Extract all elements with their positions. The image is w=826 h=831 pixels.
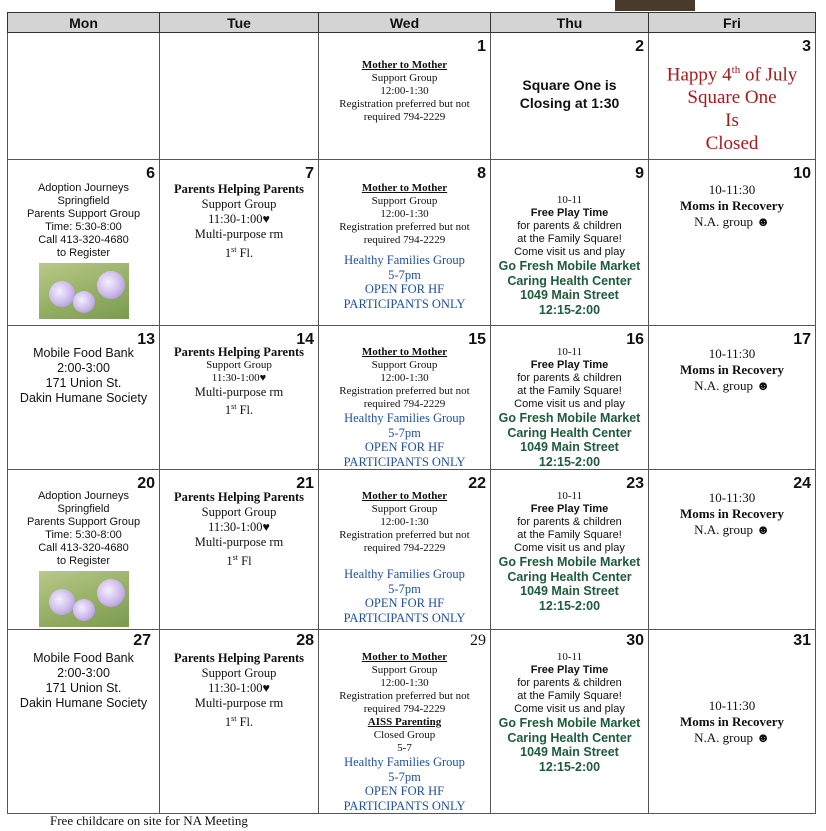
event-text: N.A. group ☻: [694, 214, 770, 229]
event-text: PARTICIPANTS ONLY: [343, 610, 466, 625]
day-number: 3: [802, 38, 811, 55]
event-title: Moms in Recovery: [680, 198, 784, 213]
event-time: 2:00-3:00: [57, 361, 110, 375]
closing-notice: Closing at 1:30: [519, 95, 620, 111]
event-text: Registration preferred but not: [339, 221, 470, 233]
event-time: 2:00-3:00: [57, 666, 110, 680]
day-cell: [491, 630, 649, 814]
event-time: 11:30-1:00♥: [208, 212, 270, 226]
day-number: 7: [305, 165, 314, 182]
week-row: [8, 33, 816, 160]
day-cell: [649, 630, 816, 814]
event-location: Multi-purpose rm: [194, 385, 284, 399]
calendar-grid: [7, 12, 816, 814]
day-cell: [491, 33, 649, 160]
day-header-mon: Mon: [8, 13, 160, 33]
day-number: 14: [296, 331, 314, 348]
event-text: Come visit us and play: [514, 398, 625, 410]
day-number: 10: [793, 165, 811, 182]
event-title: Go Fresh Mobile Market: [498, 716, 641, 730]
event-text: for parents & children: [517, 220, 622, 232]
day-cell: [319, 630, 491, 814]
event-text: PARTICIPANTS ONLY: [343, 798, 466, 813]
corner-photo-strip: [615, 0, 695, 11]
day-number: 20: [137, 475, 155, 492]
event-title: Go Fresh Mobile Market: [498, 259, 641, 273]
day-number: 2: [635, 38, 644, 55]
event-title: Parents Helping Parents: [173, 345, 305, 359]
day-cell: [8, 326, 160, 470]
event-text: for parents & children: [517, 372, 622, 384]
event-time: 10-11: [556, 194, 583, 206]
event-time: 10-11:30: [708, 182, 756, 197]
event-time: 10-11: [556, 651, 583, 663]
flower-image: [39, 571, 129, 627]
event-time: 12:00-1:30: [380, 208, 429, 220]
event-text: OPEN FOR HF: [364, 440, 445, 454]
event-title: Healthy Families Group: [344, 411, 465, 425]
event-location: Caring Health Center: [507, 569, 632, 584]
event-phone: Call 413-320-4680: [38, 234, 129, 246]
event-time: 5-7pm: [388, 769, 421, 784]
event-phone: Call 413-320-4680: [38, 542, 129, 554]
event-title: Adoption Journeys: [37, 182, 130, 194]
day-number: 15: [468, 331, 486, 348]
day-number: 16: [626, 331, 644, 348]
event-title: Adoption Journeys: [37, 490, 130, 502]
day-cell: [649, 326, 816, 470]
event-text: Come visit us and play: [514, 542, 625, 554]
event-title: Free Play Time: [530, 503, 609, 515]
event-text: Parents Support Group: [26, 516, 141, 528]
event-time: 10-11: [556, 346, 583, 358]
event-title: AISS Parenting: [367, 716, 442, 728]
week-row: [8, 326, 816, 470]
day-cell: [160, 470, 319, 630]
event-floor: 1st Fl: [226, 553, 252, 569]
event-title: Parents Helping Parents: [173, 182, 305, 196]
event-title: Parents Helping Parents: [173, 490, 305, 504]
day-cell-empty: [8, 33, 160, 160]
event-address: 1049 Main Street: [520, 745, 619, 759]
event-text: OPEN FOR HF: [364, 596, 445, 610]
event-address: 171 Union St.: [45, 376, 122, 390]
event-title: Mother to Mother: [361, 490, 448, 502]
week-row: [8, 470, 816, 630]
event-time: 5-7pm: [388, 581, 421, 596]
event-title: Healthy Families Group: [344, 253, 465, 267]
event-time: 5-7pm: [388, 267, 421, 282]
day-cell: [8, 630, 160, 814]
event-text: required 794-2229: [363, 703, 446, 715]
day-cell: [319, 470, 491, 630]
event-floor: 1st Fl.: [224, 402, 254, 418]
event-text: Support Group: [201, 197, 277, 211]
event-text: Registration preferred but not: [339, 98, 470, 110]
event-text: at the Family Square!: [517, 529, 622, 541]
event-location: Dakin Humane Society: [19, 391, 148, 405]
event-title: Free Play Time: [530, 359, 609, 371]
event-time: 11:30-1:00♥: [208, 681, 270, 695]
weekday-header-row: [8, 13, 816, 33]
event-floor: 1st Fl.: [224, 245, 254, 261]
event-text: N.A. group ☻: [694, 730, 770, 745]
week-row: [8, 630, 816, 814]
event-time: 12:15-2:00: [538, 302, 601, 317]
event-text: PARTICIPANTS ONLY: [343, 454, 466, 469]
event-text: at the Family Square!: [517, 690, 622, 702]
footer-note: Free childcare on site for NA Meeting: [50, 813, 248, 828]
event-time: 10-11:30: [708, 698, 756, 713]
event-time: 10-11: [556, 490, 583, 502]
event-text: required 794-2229: [363, 234, 446, 246]
day-number: 27: [133, 632, 151, 649]
event-text: for parents & children: [517, 516, 622, 528]
event-time: 12:15-2:00: [538, 598, 601, 613]
day-number: 6: [146, 165, 155, 182]
event-time: 12:15-2:00: [538, 759, 601, 774]
event-text: OPEN FOR HF: [364, 282, 445, 296]
event-address: 1049 Main Street: [520, 440, 619, 454]
event-text: Springfield: [57, 195, 110, 207]
event-title: Moms in Recovery: [680, 714, 784, 729]
day-cell: [160, 160, 319, 326]
event-location: Caring Health Center: [507, 730, 632, 745]
event-text: for parents & children: [517, 677, 622, 689]
event-title: Go Fresh Mobile Market: [498, 411, 641, 425]
event-text: at the Family Square!: [517, 385, 622, 397]
event-title: Moms in Recovery: [680, 362, 784, 377]
event-time: 10-11:30: [708, 346, 756, 361]
event-title: Mobile Food Bank: [33, 651, 134, 665]
event-text: PARTICIPANTS ONLY: [343, 296, 466, 311]
event-title: Mother to Mother: [361, 59, 448, 71]
event-text: Closed Group: [373, 729, 436, 741]
event-text: OPEN FOR HF: [364, 784, 445, 798]
event-title: Free Play Time: [530, 664, 609, 676]
day-number: 8: [477, 165, 486, 182]
event-text: Support Group: [371, 664, 438, 676]
event-address: 171 Union St.: [45, 681, 122, 695]
event-title: Mother to Mother: [361, 182, 448, 194]
event-time: 12:15-2:00: [538, 454, 601, 469]
event-text: Come visit us and play: [514, 246, 625, 258]
event-text: required 794-2229: [363, 111, 446, 123]
day-header-thu: Thu: [491, 13, 649, 33]
day-number: 21: [296, 475, 314, 492]
event-title: Free Play Time: [530, 207, 609, 219]
event-text: Support Group: [371, 195, 438, 207]
event-location: Multi-purpose rm: [194, 227, 284, 241]
day-cell: [319, 160, 491, 326]
holiday-title: Happy 4th of July: [666, 64, 798, 86]
event-text: Support Group: [201, 505, 277, 519]
event-text: Come visit us and play: [514, 703, 625, 715]
day-number: 31: [793, 632, 811, 649]
flower-image: [39, 263, 129, 319]
day-number: 24: [793, 475, 811, 492]
day-cell: [319, 33, 491, 160]
day-number: 29: [470, 632, 486, 649]
day-cell-empty: [160, 33, 319, 160]
event-time: 12:00-1:30: [380, 516, 429, 528]
day-header-fri: Fri: [649, 13, 816, 33]
week-row: [8, 160, 816, 326]
event-title: Parents Helping Parents: [173, 651, 305, 665]
event-text: to Register: [56, 247, 111, 259]
day-cell: [160, 326, 319, 470]
event-text: required 794-2229: [363, 542, 446, 554]
day-number: 28: [296, 632, 314, 649]
event-location: Multi-purpose rm: [194, 535, 284, 549]
event-title: Healthy Families Group: [344, 755, 465, 769]
event-title: Mobile Food Bank: [33, 346, 134, 360]
holiday-text: Square One: [687, 87, 777, 109]
event-time: 12:00-1:30: [380, 677, 429, 689]
day-header-wed: Wed: [319, 13, 491, 33]
event-text: Support Group: [201, 666, 277, 680]
day-cell: [649, 33, 816, 160]
day-cell: [160, 630, 319, 814]
day-number: 22: [468, 475, 486, 492]
event-title: Mother to Mother: [361, 346, 448, 358]
day-number: 17: [793, 331, 811, 348]
event-text: N.A. group ☻: [694, 378, 770, 393]
day-cell: [649, 470, 816, 630]
closing-notice: Square One is: [522, 77, 617, 93]
event-title: Moms in Recovery: [680, 506, 784, 521]
event-text: Support Group: [371, 72, 438, 84]
event-title: Healthy Families Group: [344, 567, 465, 581]
day-cell: [8, 470, 160, 630]
day-number: 9: [635, 165, 644, 182]
event-location: Caring Health Center: [507, 273, 632, 288]
day-header-tue: Tue: [160, 13, 319, 33]
event-time: 5-7pm: [388, 425, 421, 440]
event-address: 1049 Main Street: [520, 288, 619, 302]
event-floor: 1st Fl.: [224, 714, 254, 730]
event-time: 5-7: [397, 742, 412, 754]
event-location: Caring Health Center: [507, 425, 632, 440]
day-number: 30: [626, 632, 644, 649]
event-location: Dakin Humane Society: [19, 696, 148, 710]
holiday-text: Is: [725, 110, 739, 132]
event-title: Go Fresh Mobile Market: [498, 555, 641, 569]
event-time: 11:30-1:00♥: [211, 372, 267, 384]
day-cell: [319, 326, 491, 470]
event-time: 12:00-1:30: [380, 372, 429, 384]
event-text: N.A. group ☻: [694, 522, 770, 537]
event-text: at the Family Square!: [517, 233, 622, 245]
event-text: Support Group: [371, 503, 438, 515]
event-location: Multi-purpose rm: [194, 696, 284, 710]
event-text: Registration preferred but not: [339, 690, 470, 702]
event-address: 1049 Main Street: [520, 584, 619, 598]
day-number: 13: [137, 331, 155, 348]
event-text: Support Group: [206, 359, 272, 371]
event-text: Support Group: [371, 359, 438, 371]
day-cell: [491, 326, 649, 470]
day-cell: [491, 160, 649, 326]
event-text: Springfield: [57, 503, 110, 515]
event-title: Mother to Mother: [361, 651, 448, 663]
event-time: 10-11:30: [708, 490, 756, 505]
event-text: Registration preferred but not: [339, 385, 470, 397]
day-cell: [649, 160, 816, 326]
holiday-text: Closed: [705, 133, 759, 155]
event-text: to Register: [56, 555, 111, 567]
day-cell: [491, 470, 649, 630]
event-text: required 794-2229: [363, 398, 446, 410]
event-text: Registration preferred but not: [339, 529, 470, 541]
day-number: 1: [477, 38, 486, 55]
event-time: Time: 5:30-8:00: [45, 529, 122, 541]
day-cell: [8, 160, 160, 326]
day-number: 23: [626, 475, 644, 492]
event-time: 12:00-1:30: [380, 85, 429, 97]
event-text: Parents Support Group: [26, 208, 141, 220]
event-time: Time: 5:30-8:00: [45, 221, 122, 233]
event-time: 11:30-1:00♥: [208, 520, 270, 534]
